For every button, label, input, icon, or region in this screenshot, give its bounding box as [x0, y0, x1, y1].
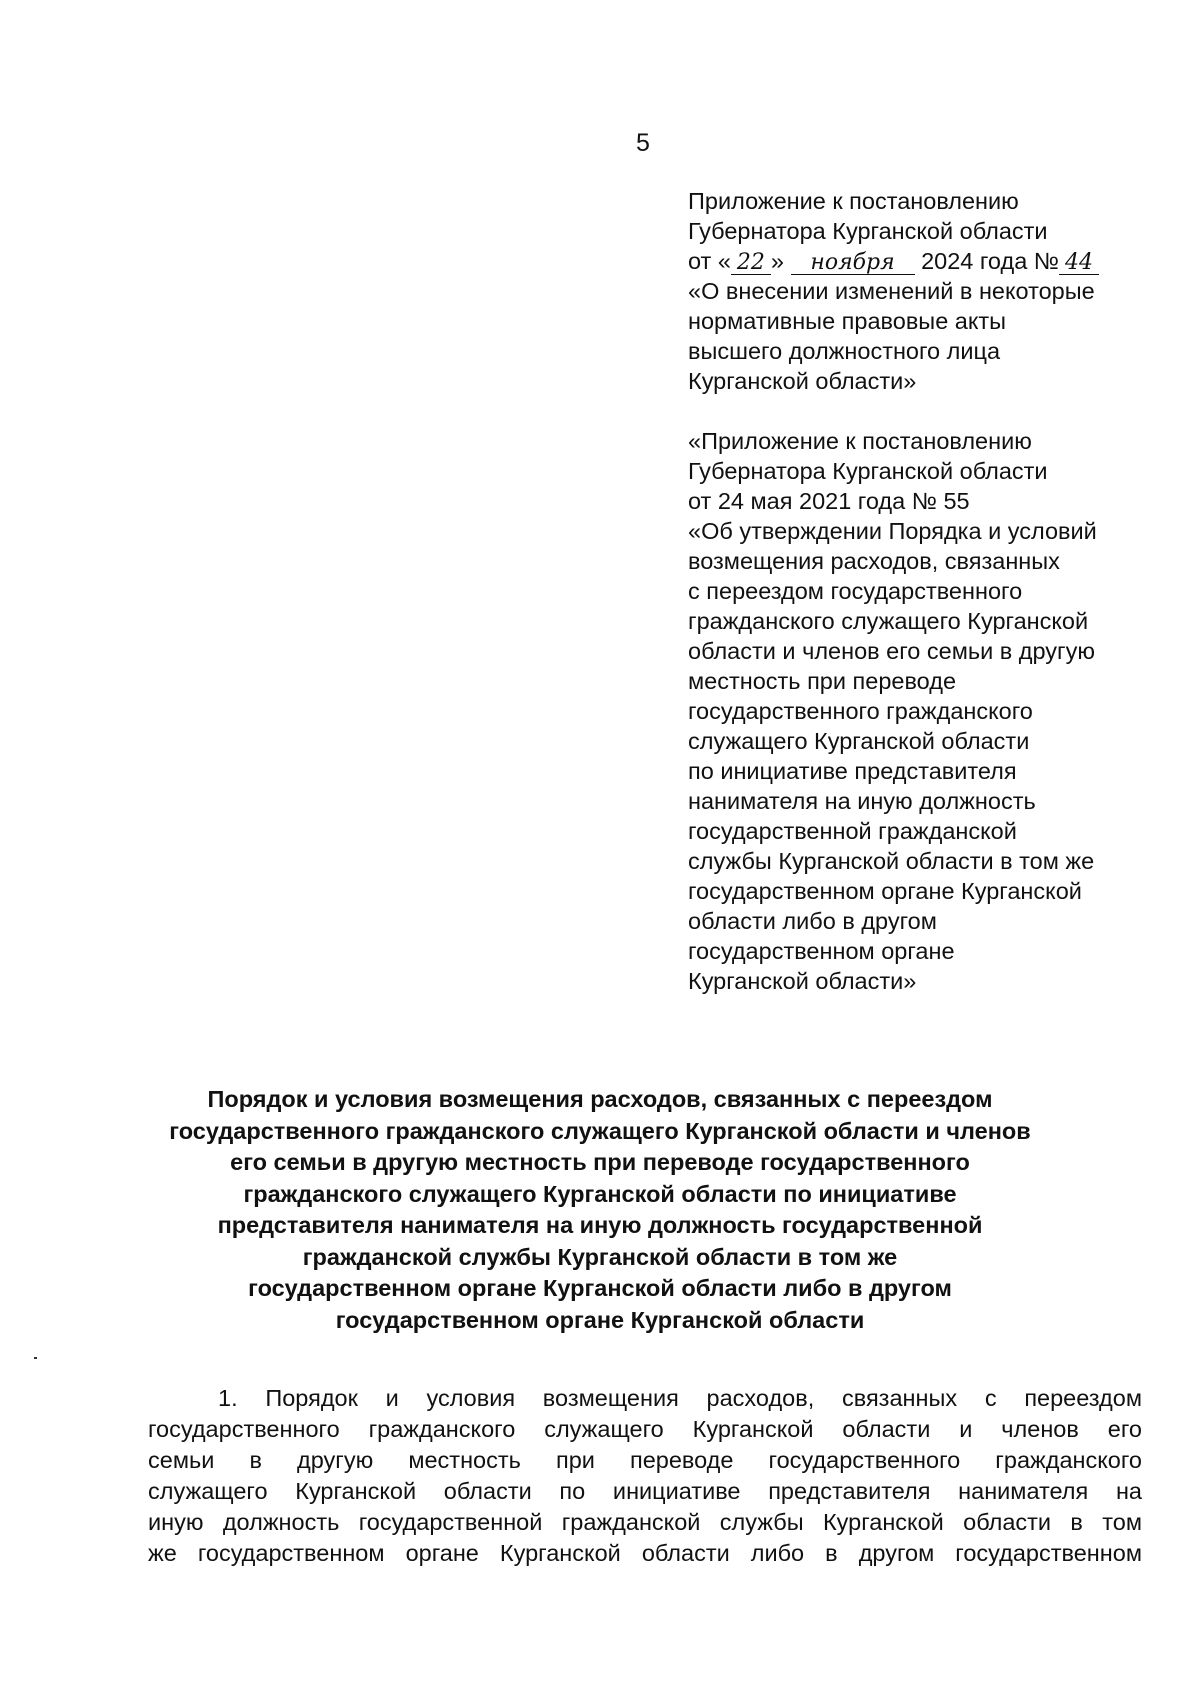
- previous-appendix-line: от 24 мая 2021 года № 55: [688, 488, 970, 514]
- order-title-line: государственного гражданского служащего Курганской области и членов: [169, 1117, 1031, 1144]
- previous-appendix-line: «Об утверждении Порядка и условий: [688, 518, 1097, 544]
- handwritten-doc-number: 44: [1059, 252, 1099, 275]
- previous-appendix-line: гражданского служащего Курганской: [688, 608, 1089, 634]
- paragraph-line: семьи в другую местность при переводе государственного гражданского: [148, 1447, 1142, 1473]
- paragraph-line: же государственном органе Курганской области либо в другом государственном: [148, 1540, 1142, 1566]
- previous-appendix-line: Губернатора Курганской области: [688, 458, 1048, 484]
- previous-appendix-line: нанимателя на иную должность: [688, 788, 1036, 814]
- page-number: 5: [636, 129, 650, 157]
- handwritten-month: ноября: [791, 252, 915, 275]
- date-year-text: 2024 года №: [921, 248, 1059, 274]
- previous-appendix-line: области либо в другом: [688, 908, 937, 934]
- previous-appendix-line: государственном органе: [688, 938, 955, 964]
- order-title-line: государственном органе Курганской области: [335, 1306, 865, 1333]
- date-prefix: от «: [688, 248, 731, 274]
- appendix-title-line: Курганской области»: [688, 368, 917, 394]
- order-title-line: Порядок и условия возмещения расходов, связанных с переездом: [207, 1086, 993, 1112]
- order-title-line: гражданской службы Курганской области в том же: [302, 1243, 898, 1270]
- previous-appendix-line: государственного гражданского: [688, 698, 1033, 724]
- appendix-line: Приложение к постановлению: [688, 188, 1019, 214]
- previous-appendix-line: государственном органе Курганской: [688, 878, 1082, 904]
- scan-speck: [34, 1357, 37, 1359]
- paragraph-line: государственного гражданского служащего Курганской области и членов его: [148, 1416, 1142, 1442]
- paragraph-1: [148, 1383, 1142, 1569]
- spacer: [688, 396, 1158, 426]
- order-title-line: представителя нанимателя на иную должность государственной: [217, 1212, 983, 1238]
- previous-appendix-line: области и членов его семьи в другую: [688, 638, 1095, 664]
- appendix-block: [688, 186, 1158, 996]
- previous-appendix-line: служащего Курганской области: [688, 728, 1030, 754]
- previous-appendix-line: государственной гражданской: [688, 818, 1017, 844]
- previous-appendix-line: «Приложение к постановлению: [688, 428, 1032, 454]
- previous-appendix-line: Курганской области»: [688, 968, 917, 994]
- order-title-line: его семьи в другую местность при переводе государственного: [230, 1149, 970, 1175]
- order-title-line: гражданского служащего Курганской области по инициативе: [243, 1180, 957, 1207]
- appendix-title-line: «О внесении изменений в некоторые: [688, 278, 1095, 304]
- order-title-line: государственном органе Курганской области либо в другом: [248, 1275, 952, 1301]
- previous-appendix-line: местность при переводе: [688, 668, 957, 694]
- appendix-title-line: нормативные правовые акты: [688, 308, 1007, 334]
- appendix-line: Губернатора Курганской области: [688, 218, 1048, 244]
- order-title: [150, 1084, 1050, 1336]
- date-mid: »: [770, 248, 784, 274]
- appendix-date-line: [688, 246, 1158, 276]
- previous-appendix-line: возмещения расходов, связанных: [688, 548, 1060, 574]
- previous-appendix-line: с переездом государственного: [688, 578, 1023, 604]
- paragraph-line: 1. Порядок и условия возмещения расходов, связанных с переездом: [218, 1385, 1142, 1411]
- appendix-title-line: высшего должностного лица: [688, 338, 1001, 364]
- paragraph-line: иную должность государственной гражданской службы Курганской области в том: [148, 1509, 1142, 1535]
- handwritten-day: 22: [731, 252, 771, 275]
- previous-appendix-line: по инициативе представителя: [688, 758, 1017, 784]
- paragraph-line: служащего Курганской области по инициативе представителя нанимателя на: [148, 1478, 1142, 1504]
- previous-appendix-line: службы Курганской области в том же: [688, 848, 1095, 874]
